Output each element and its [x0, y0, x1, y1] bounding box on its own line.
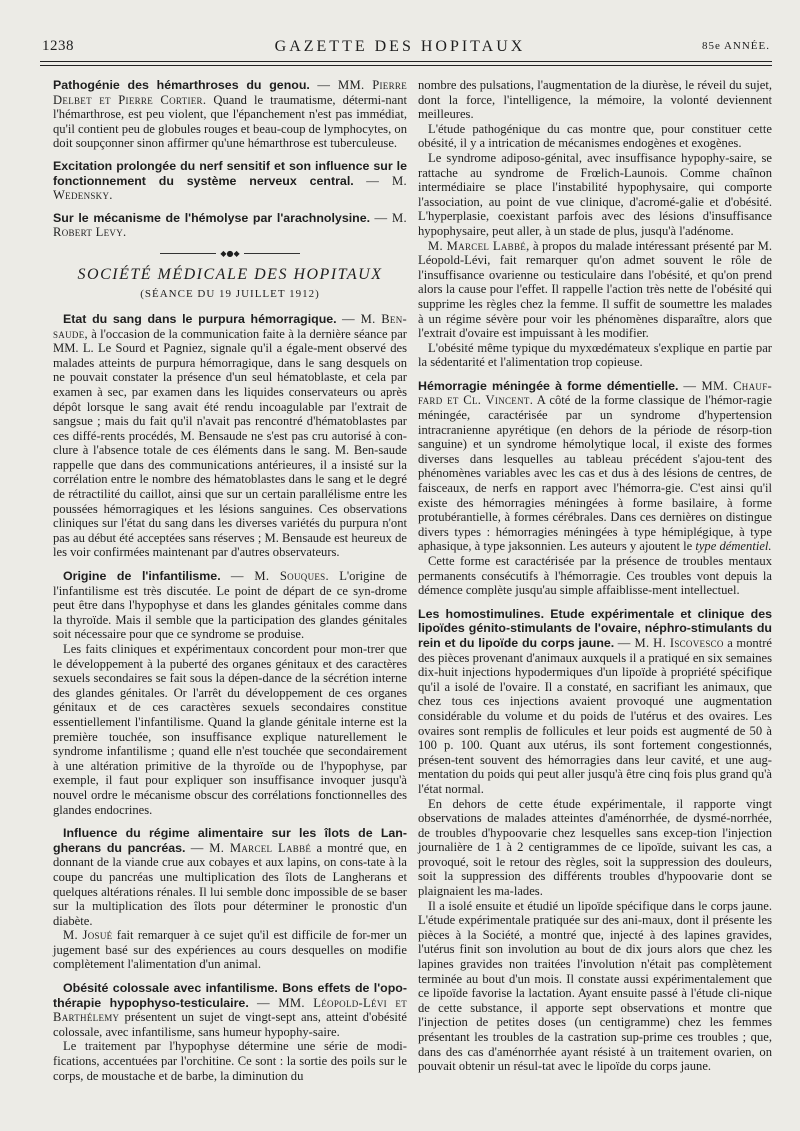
left-column: [53, 78, 407, 1083]
article-authors: — M. Souques.: [230, 569, 329, 584]
article-hemolyse: [53, 211, 407, 240]
article-authors: — M. Robert Levy.: [53, 210, 407, 240]
article-body: a montré des pièces provenant d'animaux auxquels il a pratiqué en six semaines dix-huit injections hypodermiques d'un lipoïde à propriété spécifique qu'il a isolé de l'ovaire. Il a constaté, en sacrifiant les animaux, que chez tous ces injections avaient provoqué une augmentation considérable du volume et du poids de l'utérus et des ovaires. Les ovaires sont remplis de follicules et leur poids est augmenté de 50 à 100 p. 100. Quant aux utérus, ils sont fortement congestionnés, présen-tent souvent des hémorragies dans leur cavité, et une aug-mentation du poids qui peut aller jusqu'à être cinq fois plus grand qu'à l'état normal.: [418, 635, 772, 796]
section-divider: ◆●◆: [160, 250, 300, 258]
article-heading: Etat du sang dans le purpura hémorragique.: [63, 311, 337, 326]
article-ilots-langherans: [53, 826, 407, 928]
article-heading: Obésité colossale avec infantilisme. Bons effets de l'opo-thérapie hypophyso-testiculaire.: [53, 981, 407, 1010]
article-body: à l'occasion de la communication faite à la dernière séance par MM. L. Le Sourd et Pagniez, signale qu'il a égale-ment observé des malades atteints de purpura hémorragique, dans le sang desquels on ne pouvait constater la présence d'un seul hématoblaste, et cela par examen à sec, par examen dans les liquides conservateurs ou après dépôt lorsque le sang avait été rendu incoagulable par l'extrait de sangsue ; mais du fait qu'il n'avait pas rencontré d'hématoblastes par ces diffé-rents procédés, M. Bensaude ne s'est pas cru autorisé à con-clure à l'absence totale de ces éléments dans le sang. M. Ben-saude rappelle que dans des communications antérieures, il a insisté sur la corrélation entre le nombre des hématoblastes dans le sang et le degré de rétractilité du caillot, ainsi que sur un certain parallélisme entre les poussées hémorragiques et les lésions sanguines. Ces observations cliniques sur l'état du sang dans les diverses variétés du purpura n'ont pas au début été acceptées sans réserves ; M. Bensaude est heureux de les voir confirmées maintenant par d'autres observateurs.: [53, 326, 407, 560]
article-body: L'origine de l'infantilisme est très discutée. Le point de départ de ce syn-drome peut être dans l'hypophyse et dans les glandes génitales comme dans la thyroïde. Mais il semble que la participation des glandes génitales soit nécessaire pour que ce syndrome se produise.: [53, 569, 407, 642]
article-heading: Les homostimulines. Etude expérimentale et clinique des lipoïdes génito-stimulants de l'ovaire, néphro-stimulants du rein et du lipoïde du corps jaune.: [418, 606, 772, 650]
article-heading: Pathogénie des hémarthroses du genou.: [53, 78, 310, 92]
article-authors: — M. Wedensky.: [53, 173, 408, 203]
article-purpura: [53, 312, 407, 560]
header-rule-top: [40, 61, 772, 62]
article-heading: Origine de l'infantilisme.: [63, 569, 221, 584]
article-authors: — M. Marcel Labbé: [190, 840, 312, 855]
article-heading: Influence du régime alimentaire sur les îlots de Lan-gherans du pancréas.: [53, 826, 407, 855]
article-authors: — MM. Chauf-fard et Cl. Vincent.: [418, 378, 772, 408]
paragraph: Le syndrome adiposo-génital, avec insuffisance hypophy-saire, se rattache au syndrome de Frœlich-Launois. Comme chaînon intermédiaire se place l'instabilité hypophysaire, qui comporte l'association, au point de vue clinique, d'acromé-galie et d'obésité. L'hyperplasie, coexistant parfois avec des lésions d'insuffisance hypophysaire, peut aller, à un stade de plus, jusqu'à l'adénome.: [418, 150, 772, 238]
paragraph: Le traitement par l'hypophyse détermine une série de modi-fications, accentuées par l'orchitine. Ce sont : la sortie des poils sur le corps, de moustache et de barbe, la diminution du: [53, 1039, 407, 1083]
article-heading: Sur le mécanisme de l'hémolyse par l'arachnolysine.: [53, 210, 371, 225]
paragraph: En dehors de cette étude expérimentale, il rapporte vingt observations de malades atteintes d'aménorrhée, de dysmé-norrhée, de troubles d'hypoovarie chez lesquelles sans excep-tion l'injection journalière de 1 à 2 centigrammes de ce lipoïde, suivant les cas, a provoqué, soit le retour des règles, soit la suppression des douleurs, soit la suppression des différents troubles d'hypoovarie dont se plaignaient les ma-lades.: [418, 796, 772, 899]
paragraph: Cette forme est caractérisée par la présence de troubles mentaux permanents consécutifs à l'hémorragie. Ces troubles vont depuis la démence complète jusqu'au simple affaiblisse-ment intellectuel.: [418, 554, 772, 598]
article-authors: — MM. Léopold-Lévi et Barthélemy: [53, 995, 407, 1025]
article-heading: Hémorragie méningée à forme démentielle.: [418, 378, 679, 393]
italic-term: type démentiel.: [695, 539, 772, 554]
year-label: 85e ANNÉE.: [701, 40, 770, 52]
journal-title: GAZETTE DES HOPITAUX: [274, 38, 526, 55]
paragraph: Il a isolé ensuite et étudié un lipoïde spécifique dans le corps jaune. L'étude expérimentale pratiquée sur des ani-maux, dont il présente les pièces à la Société, a montré que, injecté à des lapines gravides, l'utérus finit son involution au bout de dix jours alors que chez les lapines gravides non traitées l'involution n'était pas complètement terminée au bout d'un mois. Il constate aussi expérimentalement que ce lipoïde favorise la lactation. Ayant ensuite passé à l'étude cli-nique de cette substance, il apporte sept observations et montre que l'injection de petites doses (un centigramme) chez les femmes présentant les troubles de la castration sup-prime ces troubles ; que, dans des cas d'aménorrhée ayant résisté à un traitement ovarien, on pouvait obtenir un résul-tat avec le lipoïde du corps jaune.: [418, 898, 772, 1074]
right-column: [418, 78, 772, 1074]
page-number: 1238: [42, 38, 74, 54]
paragraph: nombre des pulsations, l'augmentation de la diurèse, le réveil du sujet, dont la force, l'intelligence, la mémoire, la volonté deviennent meilleures.: [418, 78, 772, 122]
article-body: présentent un sujet de vingt-sept ans, atteint d'obésité colossale, avec infantilisme, sans humeur hypophy-saire.: [53, 1010, 407, 1039]
page-header: [30, 38, 770, 60]
article-heading: Excitation prolongée du nerf sensitif et son influence sur le fonctionnement du système nerveux central.: [53, 158, 407, 188]
article-authors: M. Marcel Labbé,: [428, 238, 530, 253]
paragraph: M. Josué fait remarquer à ce sujet qu'il est difficile de for-mer un jugement basé sur des expériences au cours desquelles on modifie complètement l'alimentation d'un animal.: [53, 928, 407, 972]
article-homostimulines: [418, 607, 772, 797]
article-obesite-colossale: [53, 981, 407, 1039]
article-authors: M. Josué: [63, 928, 113, 943]
paragraph: L'étude pathogénique du cas montre que, pour constituer cette obésité, il y a intrication de mécanismes endogènes et exogènes.: [418, 121, 772, 151]
article-authors: — M. Ben-saude,: [53, 311, 408, 341]
article-hemarthroses: [53, 78, 407, 151]
header-rule-bottom: [40, 65, 772, 66]
article-nerf-sensitif: [53, 159, 407, 203]
paragraph: Les faits cliniques et expérimentaux concordent pour mon-trer que le développement à la puberté des organes génitaux et des caractères sexuels secondaires se fait sous la dépen-dance de la sécrétion interne des glandes génitales. Or l'arrêt du développement de ces organes génitaux et de ces caractères sexuels secondaires constitue essentiellement l'infantilisme. Quand la glande génitale interne est la première touchée, son insuffisance explique naturellement le syndrome infantilisme ; quand elle n'est touchée que secondairement à une altération primitive de la thyroïde ou de l'hypophyse, par exemple, il faut pour expliquer son insuffisance invoquer jusqu'à nouvel ordre le mécanisme obscur des corrélations fonctionnelles des glandes endocrines.: [53, 642, 407, 817]
article-body: a montré que, en donnant de la viande crue aux cobayes et aux lapins, on cons-tate à la coupe du pancréas une multiplication des îlots de Langherans et quelques altérations rénales. Il lui semble donc impossible de se baser sur la multiplication des îlots pour déterminer le pronostic d'un diabète.: [53, 840, 407, 928]
session-date: (SÉANCE DU 19 JUILLET 1912): [140, 287, 320, 300]
section-title: SOCIÉTÉ MÉDICALE DES HOPITAUX: [77, 265, 383, 283]
article-body: A côté de la forme classique de l'hémor-ragie méningée, caractérisée par un syndrome d'hypertension intracranienne apyrétique (en dehors de la période de résorp-tion sanguine) et un syndrome hémolytique local, il existe des formes diverses dans lesquelles au tableau précédent s'ajou-tent des phénomènes variables avec les cas et dus à des lésions de centres, de faisceaux, de nerfs en rapport avec l'hémorra-gie. C'est ainsi qu'il existe des hémorragies méningées à forme basilaire, à forme protubérantielle, à formes cérébrales. Dans ces dernières on distingue divers types : hémorragies méningées à type hémiplégique, à type aphasique, à type jaksonnien. Les auteurs y ajoutent le: [418, 393, 772, 554]
paragraph: M. Marcel Labbé, à propos du malade intéressant présenté par M. Léopold-Lévi, fait remarquer qu'on admet souvent le rôle de l'insuffisance ovarienne ou testiculaire dans l'obésité, et qu'on prend alors la cause pour l'effet. Il rappelle l'action très nette de l'obésité qui supprime les règles chez la femme. Il suffit de soumettre les malades à un régime sévère pour voir les phénomènes disparaître, alors que l'extrait d'ovaire est impuissant à les modifier.: [418, 238, 772, 341]
article-hemorragie-meningee: [418, 379, 772, 554]
article-authors: — M. H. Iscovesco: [617, 635, 724, 650]
article-infantilisme: [53, 569, 407, 642]
article-authors: — MM. Pierre Delbet et Pierre Cortier.: [53, 78, 407, 107]
article-body: Quand le traumatisme, détermi-nant l'hémarthrose, est peu violent, que l'épanchement n'est pas immédiat, qu'il contient peu de globules rouges et beau-coup de lymphocytes, on doit soupçonner sinon affirmer qu'une hémarthrose est tuberculeuse.: [53, 92, 407, 151]
paragraph: L'obésité même typique du myxœdémateux s'explique en partie par la sédentarité et l'alimentation trop copieuse.: [418, 340, 772, 370]
